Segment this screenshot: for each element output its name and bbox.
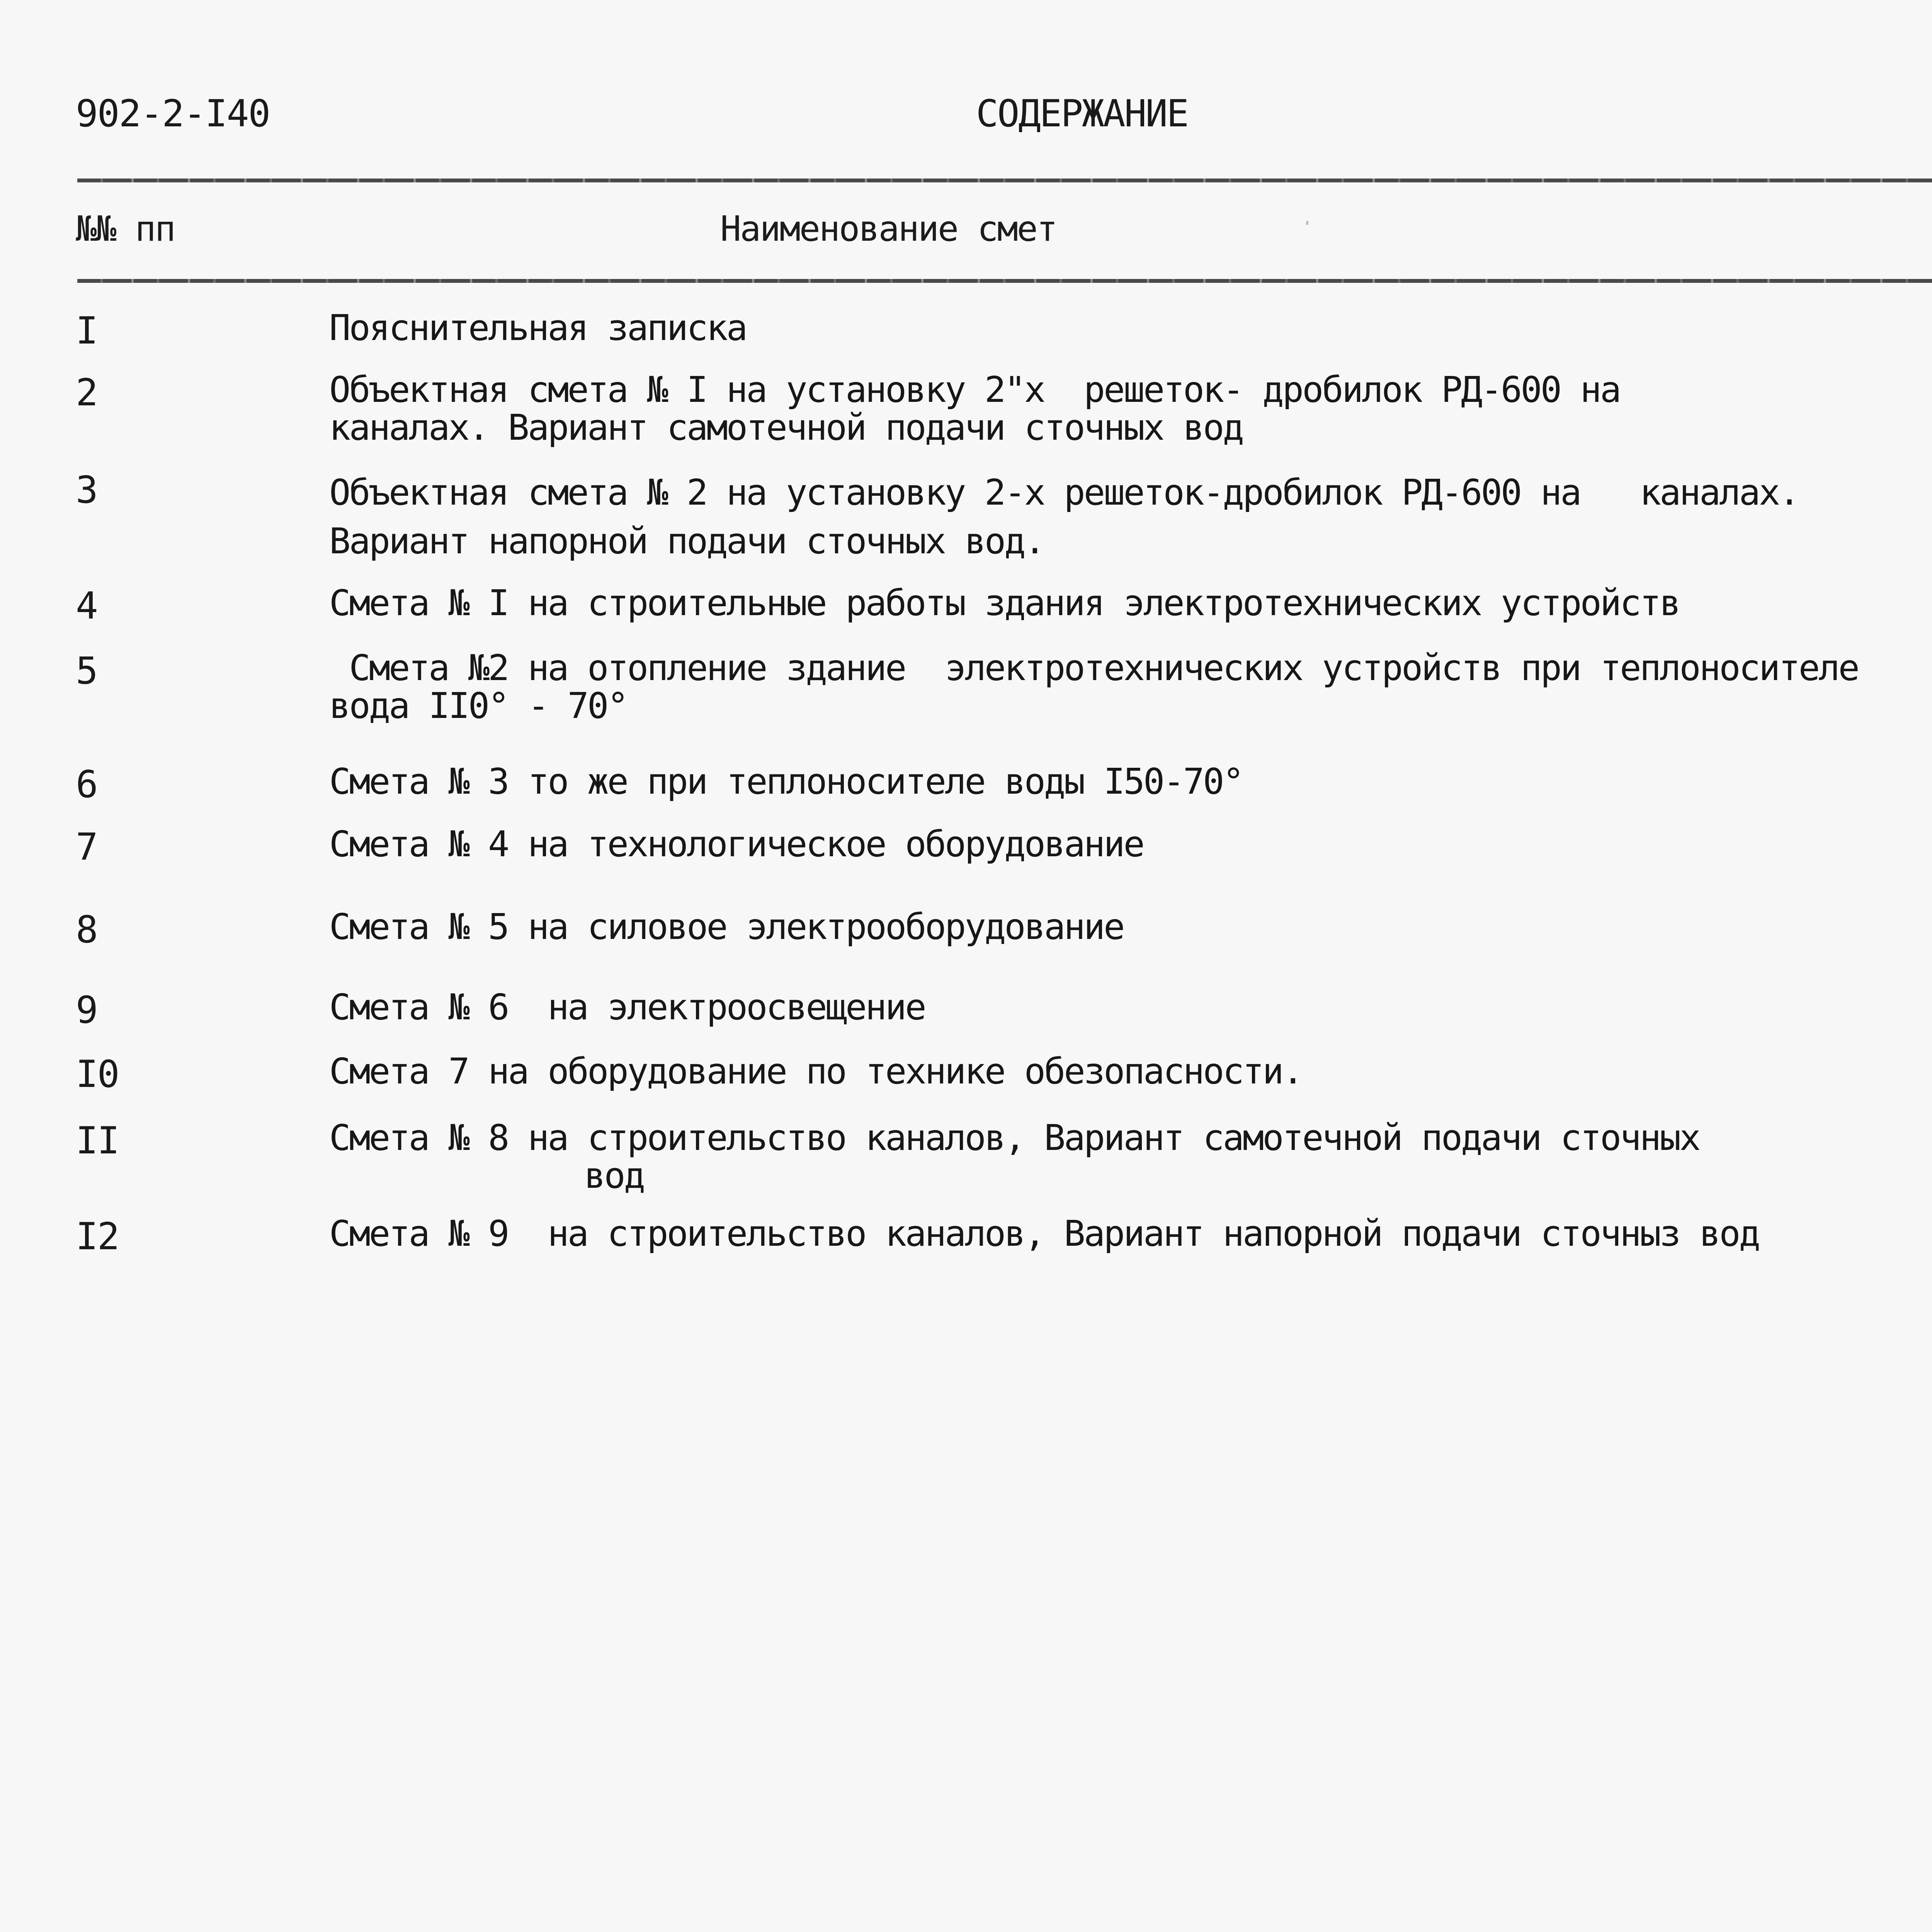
row-title-line: Смета № 9 на строительство каналов, Вариант напорной подачи сточныз вод <box>329 1213 1759 1254</box>
row-title <box>329 988 1932 1026</box>
row-title-line: Смета №2 на отопление здание электротехнических устройств при теплоносителе <box>329 647 1858 689</box>
row-title-line: Смета № 4 на технологическое оборудование <box>329 823 1143 865</box>
row-title <box>329 584 1932 622</box>
row-title <box>329 371 1932 447</box>
row-title-line: Объектная смета № I на установку 2"х решеток- дробилок РД-600 на <box>329 369 1620 410</box>
row-number: I <box>76 309 97 352</box>
row-title-line: Смета № 3 то же при теплоносителе воды I50-70° <box>329 761 1243 802</box>
row-number: I0 <box>76 1053 119 1096</box>
row-title <box>329 908 1932 946</box>
row-title-line: Пояснительная записка <box>329 307 747 349</box>
row-title <box>329 309 1932 347</box>
row-title-line: Смета № 5 на силовое электрооборудование <box>329 906 1124 947</box>
row-title-line: Смета № I на строительные работы здания электротехнических устройств <box>329 582 1680 624</box>
row-title <box>329 1053 1932 1090</box>
row-number: 2 <box>76 371 97 414</box>
document-code: 902-2-I40 <box>76 92 270 135</box>
row-number: 9 <box>76 988 97 1032</box>
row-title-line: Объектная смета № 2 на установку 2-х решеток-дробилок РД-600 на каналах. <box>329 472 1799 513</box>
page-title: СОДЕРЖАНИЕ <box>976 92 1188 135</box>
row-title-line: Вариант напорной подачи сточных вод. <box>329 520 1044 562</box>
row-title <box>329 468 1932 566</box>
row-number: 7 <box>76 825 97 869</box>
row-number: 3 <box>76 468 97 512</box>
row-title <box>329 825 1932 863</box>
row-number: 6 <box>76 763 97 806</box>
row-title-line: вода II0° - 70° <box>329 685 627 726</box>
row-number: 8 <box>76 908 97 951</box>
row-number: I2 <box>76 1215 119 1258</box>
row-number: II <box>76 1119 119 1162</box>
row-title-line: Смета 7 на оборудование по технике обезопасности. <box>329 1051 1303 1092</box>
row-title-line: каналах. Вариант самотечной подачи сточных вод <box>329 407 1243 448</box>
row-title <box>329 763 1932 801</box>
row-title <box>329 1119 1932 1195</box>
row-title-line: Смета № 8 на строительство каналов, Вариант самотечной подачи сточных <box>329 1117 1699 1158</box>
row-title <box>329 1215 1932 1253</box>
row-number: 4 <box>76 584 97 628</box>
row-title-line: Смета № 6 на электроосвещение <box>329 986 925 1028</box>
row-number: 5 <box>76 649 97 692</box>
column-header-number: №№ пп <box>76 209 175 249</box>
row-title-line: вод <box>584 1155 644 1196</box>
column-header-name: Наименование смет <box>720 209 1057 249</box>
row-title <box>329 649 1932 725</box>
